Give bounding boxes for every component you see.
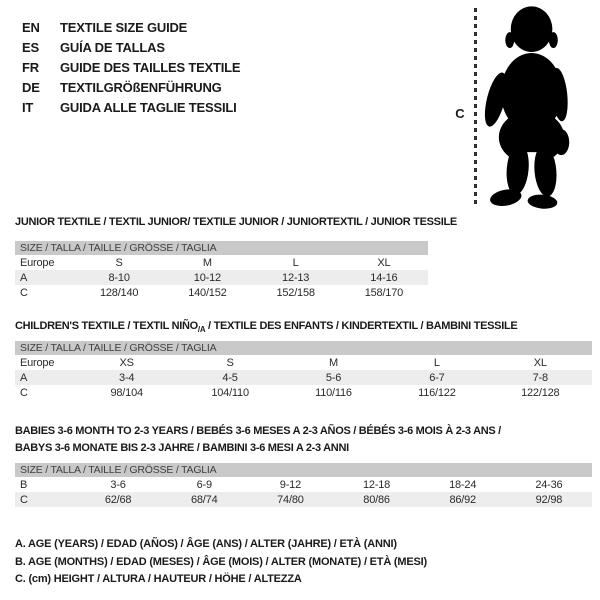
- size-cell: 12-13: [282, 271, 310, 284]
- language-row: [22, 57, 240, 77]
- size-cell: 24-36: [535, 478, 563, 491]
- language-list: [22, 17, 240, 117]
- section-title-children: [15, 320, 517, 336]
- language-row: [22, 37, 240, 57]
- size-cell: 104/110: [211, 386, 249, 399]
- language-code: DE: [22, 79, 40, 95]
- table-row: [15, 492, 592, 507]
- language-row: [22, 17, 240, 37]
- table-row: [15, 477, 592, 492]
- size-table-header: SIZE / TALLA / TAILLE / GRÖSSE / TAGLIA: [15, 241, 428, 255]
- size-cell: 86/92: [449, 493, 476, 506]
- height-measure-label: C: [455, 106, 465, 121]
- size-cell: L: [292, 256, 299, 269]
- size-cell: M: [328, 356, 338, 369]
- size-cell: L: [433, 356, 440, 369]
- size-cell: XS: [119, 356, 134, 369]
- section-title-line: BABIES 3-6 MONTH TO 2-3 YEARS / BEBÉS 3-6 MESES A 2-3 AÑOS / BÉBÉS 3-6 MOIS À 2-3 ANS /: [15, 425, 501, 437]
- language-code: FR: [22, 59, 39, 75]
- size-table-header: SIZE / TALLA / TAILLE / GRÖSSE / TAGLIA: [15, 463, 592, 477]
- language-code: ES: [22, 39, 39, 55]
- size-cell: 7-8: [532, 371, 548, 384]
- size-cell: 110/116: [315, 386, 352, 399]
- size-cell: 116/122: [418, 386, 456, 399]
- language-title: GUÍA DE TALLAS: [60, 39, 165, 55]
- size-cell: 12-18: [362, 478, 391, 491]
- size-cell: 68/74: [190, 493, 218, 506]
- size-cell: 6-7: [429, 371, 445, 384]
- section-title-text: CHILDREN'S TEXTILE / TEXTIL NIÑO: [15, 320, 198, 332]
- table-row: [15, 285, 428, 300]
- row-label: A: [20, 371, 28, 384]
- table-row: [15, 385, 592, 400]
- row-label: A: [20, 271, 28, 284]
- row-label: B: [20, 478, 28, 491]
- table-row: [15, 270, 428, 285]
- baby-silhouette-icon: [481, 5, 595, 209]
- size-cell: 140/152: [188, 286, 227, 299]
- section-title-junior: JUNIOR TEXTILE / TEXTIL JUNIOR/ TEXTILE JUNIOR / JUNIORTEXTIL / JUNIOR TESSILE: [15, 216, 457, 228]
- size-cell: 122/128: [521, 386, 560, 399]
- language-title: TEXTILE SIZE GUIDE: [60, 19, 188, 35]
- size-cell: 5-6: [325, 371, 342, 384]
- size-cell: 4-5: [222, 371, 238, 384]
- size-cell: 6-9: [196, 478, 212, 491]
- language-code: EN: [22, 19, 40, 35]
- junior-table-block: [15, 241, 428, 300]
- row-label: C: [20, 493, 28, 506]
- row-label: Europe: [20, 356, 55, 369]
- size-cell: 62/68: [104, 493, 132, 506]
- junior-size-table: [15, 255, 428, 300]
- size-cell: 14-16: [370, 271, 398, 284]
- size-cell: 158/170: [364, 286, 404, 299]
- footnote-c: C. (cm) HEIGHT / ALTURA / HAUTEUR / HÖHE / ALTEZZA: [15, 573, 302, 585]
- babies-size-table: [15, 477, 592, 507]
- footnotes: [15, 536, 427, 589]
- size-cell: 80/86: [363, 493, 390, 506]
- size-cell: 92/98: [535, 493, 563, 506]
- language-title: GUIDE DES TAILLES TEXTILE: [60, 59, 241, 75]
- size-cell: XL: [533, 356, 547, 369]
- footnote-a: A. AGE (YEARS) / EDAD (AÑOS) / ÂGE (ANS) / ALTER (JAHRE) / ETÀ (ANNI): [15, 538, 397, 550]
- children-table-block: [15, 341, 592, 400]
- size-cell: 8-10: [108, 271, 130, 284]
- size-cell: M: [202, 256, 212, 269]
- section-title-subscript: /A: [197, 325, 206, 335]
- babies-table-block: [15, 463, 592, 507]
- size-cell: S: [115, 256, 123, 269]
- size-cell: 3-4: [119, 371, 135, 384]
- row-label: C: [20, 386, 28, 399]
- footnote-b: B. AGE (MONTHS) / EDAD (MESES) / ÂGE (MOIS) / ALTER (MONATE) / ETÀ (MESI): [15, 555, 427, 568]
- table-row: [15, 370, 592, 385]
- size-cell: 152/158: [276, 286, 315, 299]
- table-row: [15, 255, 428, 270]
- row-label: Europe: [20, 256, 55, 269]
- size-cell: S: [226, 356, 234, 369]
- children-size-table: [15, 355, 592, 400]
- language-code: IT: [22, 99, 34, 115]
- language-title: GUIDA ALLE TAGLIE TESSILI: [60, 99, 237, 115]
- language-title: TEXTILGRÖßENFÜHRUNG: [60, 79, 222, 95]
- language-row: [22, 97, 240, 117]
- size-cell: 3-6: [110, 478, 126, 491]
- size-cell: 128/140: [99, 286, 139, 299]
- section-title-line: BABYS 3-6 MONATE BIS 2-3 JAHRE / BAMBINI 3-6 MESI A 2-3 ANNI: [15, 442, 349, 454]
- size-cell: 18-24: [449, 478, 477, 491]
- language-row: [22, 77, 240, 97]
- size-cell: 98/104: [110, 386, 143, 399]
- size-cell: 74/80: [277, 493, 304, 506]
- row-label: C: [20, 286, 28, 299]
- section-title-text: / TEXTILE DES ENFANTS / KINDERTEXTIL / BAMBINI TESSILE: [205, 320, 518, 332]
- size-cell: 10-12: [193, 271, 221, 284]
- height-dashed-line: [474, 8, 477, 208]
- table-row: [15, 355, 592, 370]
- size-table-header: SIZE / TALLA / TAILLE / GRÖSSE / TAGLIA: [15, 341, 592, 355]
- size-cell: XL: [377, 256, 391, 269]
- size-cell: 9-12: [279, 478, 301, 491]
- section-title-babies: [15, 423, 501, 457]
